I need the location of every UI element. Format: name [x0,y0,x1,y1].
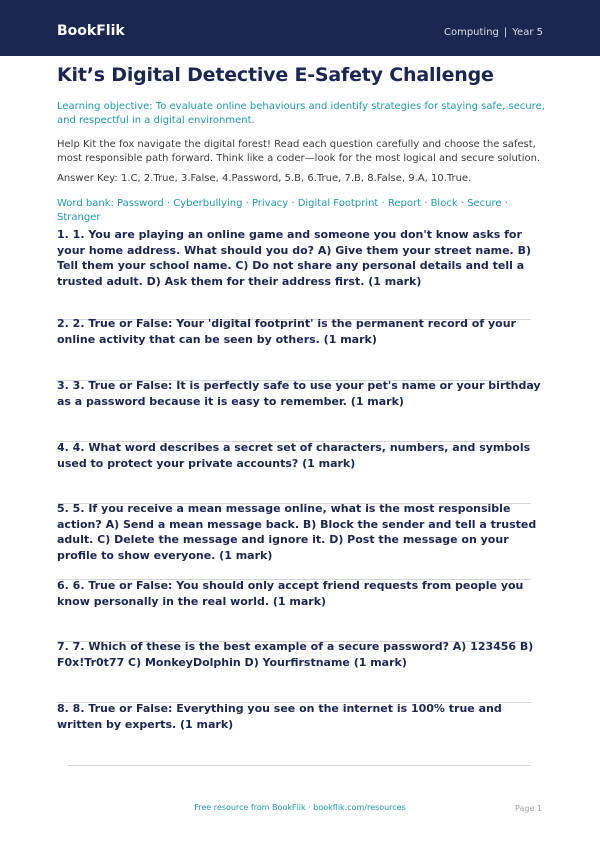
question-3: 3. 3. True or False: It is perfectly safe to use your pet's name or your birthday as a password because it is easy to remember. (1 mark) [57,379,541,408]
intro-text: Help Kit the fox navigate the digital forest! Read each question carefully and choose the safest, most responsible path forward. Think like a coder—look for the most logical and secure solution. [57,139,541,164]
word-bank: Word bank: Password · Cyberbullying · Privacy · Digital Footprint · Report · Block · Secure · Stranger [57,198,508,223]
subject-year [444,27,543,38]
page-header [0,0,600,56]
meta-separator: | [503,27,508,38]
question-5: 5. 5. If you receive a mean message online, what is the most responsible action? A) Send a mean message back. B) Block the sender and tell a trusted adult. C) Delete the message and ignore it. D) Post the message on your profile to show everyone. (1 mark) [57,502,537,562]
year-label: Year 5 [512,27,543,38]
question-6: 6. 6. True or False: You should only accept friend requests from people you know personally in the real world. (1 mark) [57,579,524,608]
question-7: 7. 7. Which of these is the best example of a secure password? A) 123456 B) F0x!Tr0t77 C) MonkeyDolphin D) Yourfirstname (1 mark) [57,640,534,669]
question-1: 1. 1. You are playing an online game and someone you don't know asks for your home address. What should you do? A) Give them your street name. B) Tell them your school name. C) Do not share any personal details and tell a trusted adult. D) Ask them for their address first. (1 mark) [57,228,531,288]
brand-logo[interactable]: BookFlik [57,23,125,39]
page-title: Kit’s Digital Detective E-Safety Challenge [57,64,494,86]
question-2: 2. 2. True or False: Your 'digital footprint' is the permanent record of your online activity that can be seen by others. (1 mark) [57,317,516,346]
page-number: Page 1 [515,804,542,813]
learning-objective: Learning objective: To evaluate online behaviours and identify strategies for staying safe, secure, and respectful in a digital environment. [57,101,545,126]
footer-divider [68,765,531,766]
footer-credit[interactable]: Free resource from BookFlik · bookflik.com/resources [194,803,406,812]
answer-key: Answer Key: 1.C, 2.True, 3.False, 4.Password, 5.B, 6.True, 7.B, 8.False, 9.A, 10.True. [57,173,472,184]
question-4: 4. 4. What word describes a secret set of characters, numbers, and symbols used to protect your private accounts? (1 mark) [57,441,531,470]
question-8: 8. 8. True or False: Everything you see on the internet is 100% true and written by experts. (1 mark) [57,702,502,731]
subject-label: Computing [443,27,499,38]
